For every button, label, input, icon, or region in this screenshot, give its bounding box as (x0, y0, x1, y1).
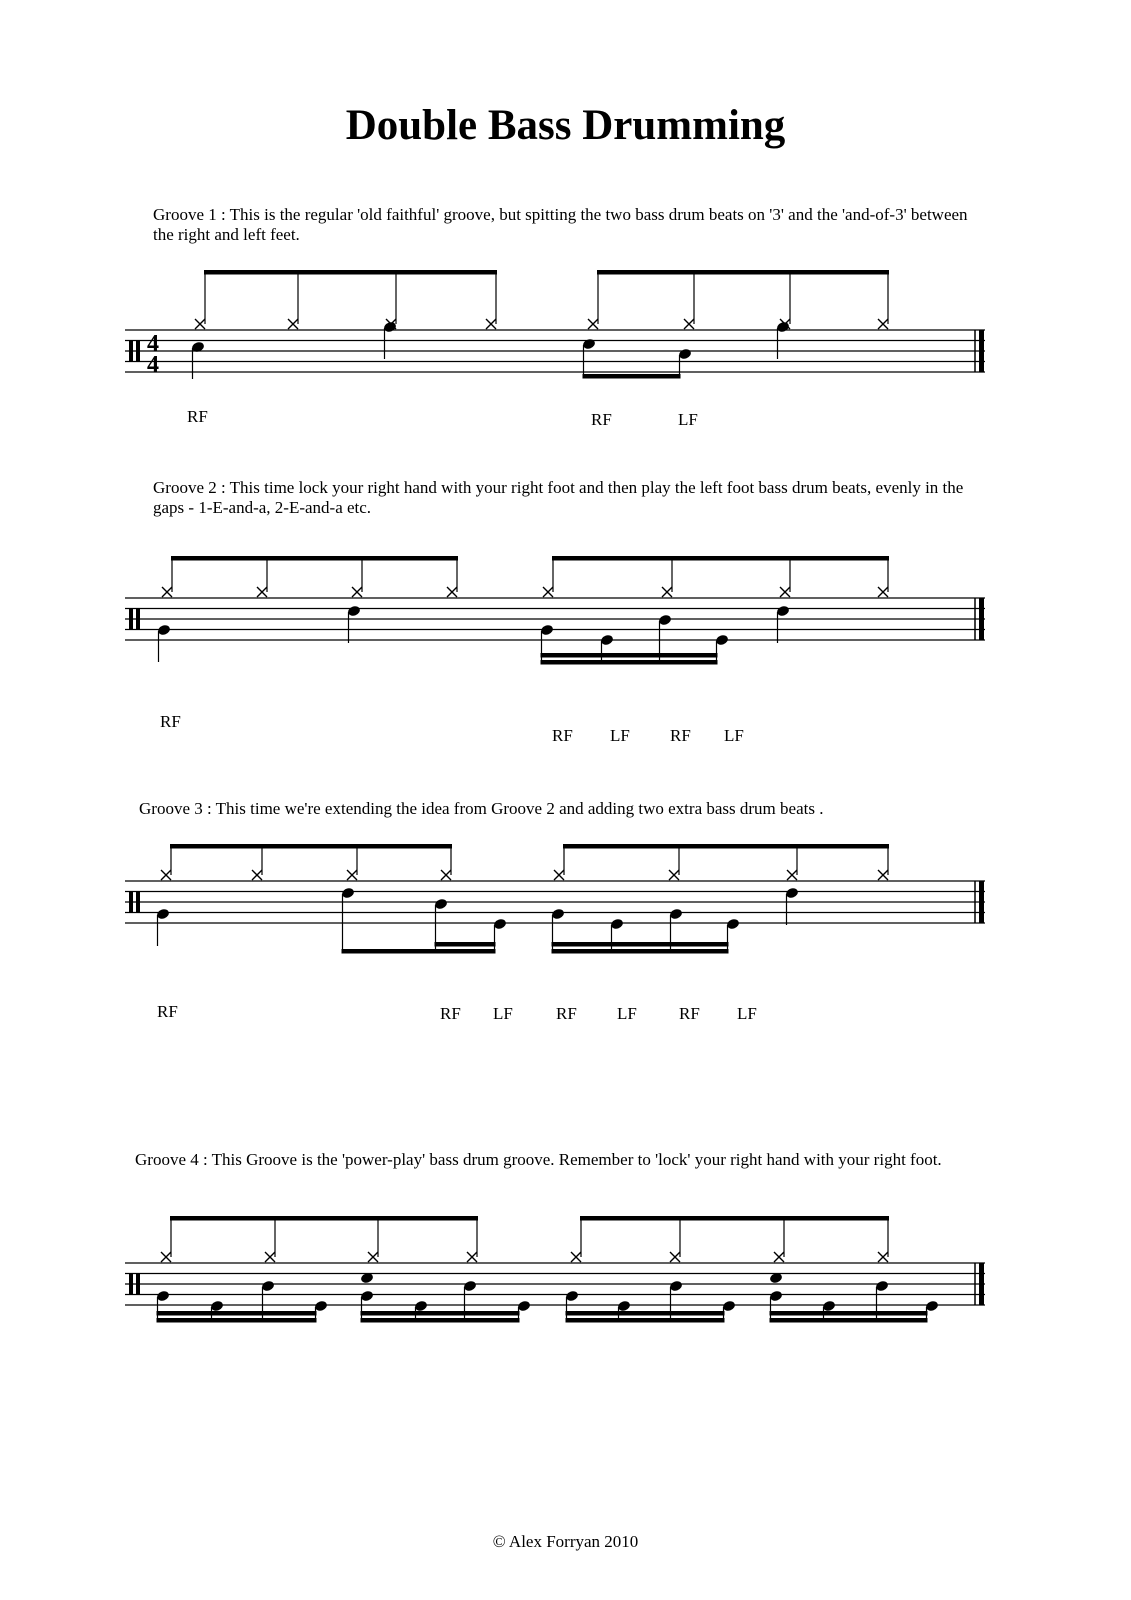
percussion-clef (136, 609, 140, 630)
percussion-clef (136, 341, 140, 362)
groove-4-description: Groove 4 : This Groove is the 'power-play' bass drum groove. Remember to 'lock' your right hand with your right foot. (135, 1150, 942, 1169)
hihat-note (288, 319, 298, 329)
final-barline (979, 330, 984, 372)
sticking-label: RF (670, 726, 691, 745)
sticking-label: RF (556, 1004, 577, 1023)
note-beam-16th (541, 653, 718, 658)
percussion-clef (129, 892, 133, 913)
hihat-note (352, 587, 362, 597)
note-beam-16th (770, 1311, 928, 1316)
sticking-label: LF (737, 1004, 757, 1023)
hihat-beam (170, 1216, 478, 1221)
note-beam-16th (361, 1311, 520, 1316)
hihat-note (195, 319, 205, 329)
sticking-label: LF (724, 726, 744, 745)
groove-4-staff (0, 1218, 1131, 1418)
percussion-clef (129, 341, 133, 362)
time-signature-top: 4 (147, 331, 159, 357)
time-signature-bottom: 4 (147, 352, 159, 378)
groove-3-description: Groove 3 : This time we're extending the idea from Groove 2 and adding two extra bass drum beats . (139, 799, 824, 818)
note-beam-16th (157, 1311, 317, 1316)
sticking-label: RF (679, 1004, 700, 1023)
hihat-beam (580, 1216, 889, 1221)
sticking-label: RF (591, 410, 612, 429)
groove-1-description: Groove 1 : This is the regular 'old faithful' groove, but spitting the two bass drum beats on '3' and the 'and-of-3' between the right and left feet. (153, 205, 968, 244)
sticking-label: RF (160, 712, 181, 731)
hihat-note (670, 1252, 680, 1262)
groove-2-description: Groove 2 : This time lock your right hand with your right foot and then play the left foot bass drum beats, evenly in the gaps - 1-E-and-a, 2-E-and-a etc. (153, 478, 964, 517)
hihat-note (554, 870, 564, 880)
percussion-clef (136, 892, 140, 913)
hihat-beam (171, 556, 458, 561)
hihat-note (368, 1252, 378, 1262)
final-barline (979, 1263, 984, 1305)
sticking-label: RF (187, 407, 208, 426)
hihat-note (543, 587, 553, 597)
note-beam (541, 660, 718, 665)
hihat-note (265, 1252, 275, 1262)
sticking-label: RF (440, 1004, 461, 1023)
sticking-label: RF (552, 726, 573, 745)
note-beam (157, 1318, 317, 1323)
percussion-clef (129, 1274, 133, 1295)
sticking-label: LF (617, 1004, 637, 1023)
hihat-note (878, 870, 888, 880)
final-barline (979, 881, 984, 923)
note-beam-16th (435, 942, 496, 947)
note-beam (342, 949, 496, 954)
copyright-footer: © Alex Forryan 2010 (492, 1532, 639, 1551)
hihat-note (878, 319, 888, 329)
hihat-beam (552, 556, 889, 561)
hihat-note (878, 1252, 888, 1262)
hihat-note (447, 587, 457, 597)
hihat-beam (170, 844, 452, 849)
drum-notation (0, 260, 1131, 460)
hihat-note (162, 587, 172, 597)
hihat-note (662, 587, 672, 597)
hihat-beam (563, 844, 889, 849)
final-barline (979, 598, 984, 640)
hihat-note (486, 319, 496, 329)
hihat-note (252, 870, 262, 880)
hihat-note (467, 1252, 477, 1262)
note-beam (552, 949, 729, 954)
note-beam-16th (552, 942, 729, 947)
drum-notation (0, 1218, 1131, 1418)
sticking-label: RF (157, 1002, 178, 1021)
hihat-beam (204, 270, 497, 275)
note-beam (566, 1318, 725, 1323)
hihat-note (878, 587, 888, 597)
sticking-label: LF (493, 1004, 513, 1023)
hihat-note (257, 587, 267, 597)
hihat-note (161, 870, 171, 880)
note-beam (361, 1318, 520, 1323)
note-beam (583, 374, 681, 379)
hihat-note (347, 870, 357, 880)
hihat-beam (597, 270, 889, 275)
hihat-note (774, 1252, 784, 1262)
percussion-clef (136, 1274, 140, 1295)
percussion-clef (129, 609, 133, 630)
sticking-label: LF (610, 726, 630, 745)
hihat-note (441, 870, 451, 880)
hihat-note (588, 319, 598, 329)
hihat-note (684, 319, 694, 329)
hihat-note (780, 587, 790, 597)
note-beam-16th (566, 1311, 725, 1316)
note-beam (770, 1318, 928, 1323)
hihat-note (161, 1252, 171, 1262)
hihat-note (571, 1252, 581, 1262)
page-title: Double Bass Drumming (345, 102, 786, 149)
hihat-note (669, 870, 679, 880)
hihat-note (787, 870, 797, 880)
sticking-label: LF (678, 410, 698, 429)
groove-1-staff (0, 260, 1131, 460)
